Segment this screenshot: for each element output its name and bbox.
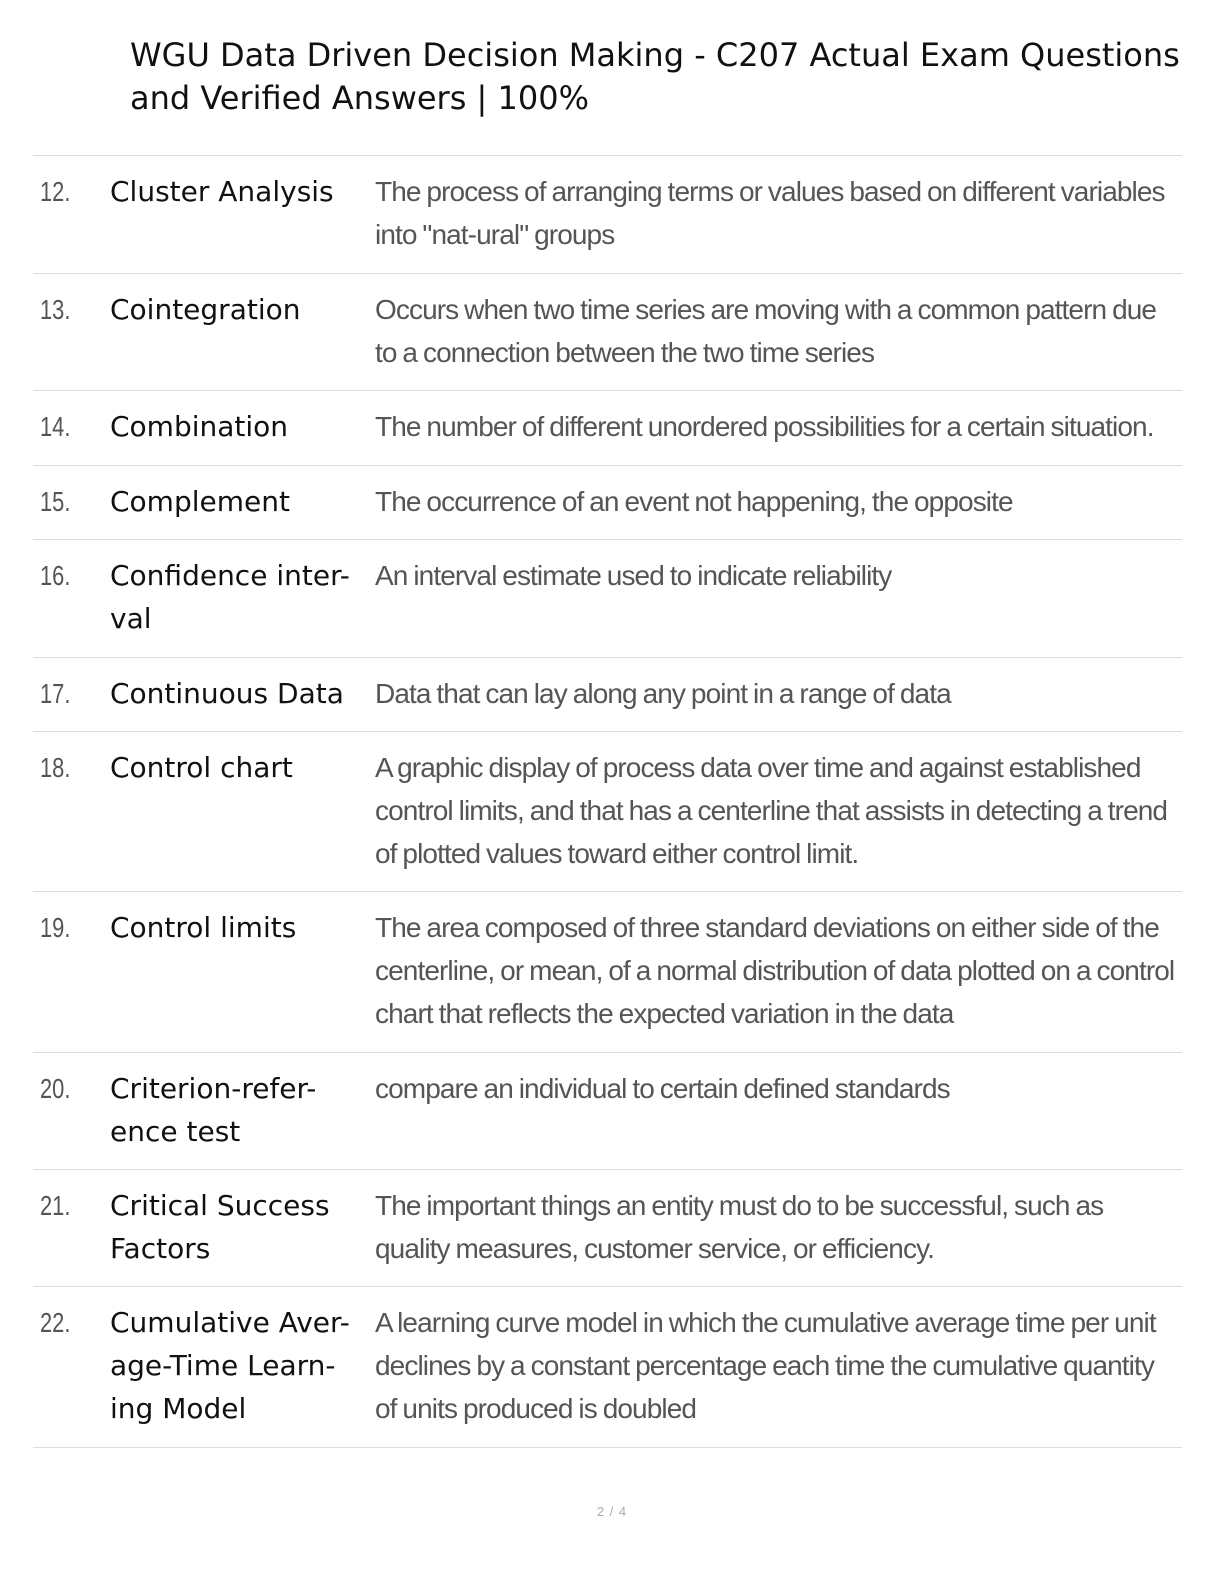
glossary-row: [33, 1287, 1182, 1448]
glossary-row: [33, 156, 1182, 274]
glossary-row: [33, 540, 1182, 658]
page-title: WGU Data Driven Decision Making - C207 Actual Exam Questions and Verified Answers | 100%: [130, 36, 1180, 117]
entry-number: 14.: [40, 411, 71, 442]
glossary-row: [33, 1170, 1182, 1287]
entry-term: Cumulative Aver-age-Time Learn-ing Model: [110, 1306, 350, 1425]
entry-number: 22.: [40, 1307, 71, 1338]
entry-definition: Occurs when two time series are moving with a common pattern due to a connection between the two time series: [375, 294, 1157, 368]
entry-number: 19.: [40, 912, 71, 943]
entry-number: 17.: [40, 678, 71, 709]
entry-term: Cluster Analysis: [110, 175, 334, 208]
entry-number: 20.: [40, 1073, 71, 1104]
entry-definition: The number of different unordered possibilities for a certain situation.: [375, 411, 1154, 442]
entry-definition: The important things an entity must do to be successful, such as quality measures, customer service, or efficiency.: [375, 1190, 1104, 1264]
entry-definition: A learning curve model in which the cumulative average time per unit declines by a constant percentage each time the cumulative quantity of units produced is doubled: [375, 1307, 1156, 1424]
glossary-row: [33, 466, 1182, 540]
entry-term: Continuous Data: [110, 677, 344, 710]
entry-definition: An interval estimate used to indicate reliability: [375, 560, 892, 591]
entry-number: 13.: [40, 294, 71, 325]
entry-term: Complement: [110, 485, 290, 518]
entry-definition: The process of arranging terms or values based on different variables into "nat-ural" groups: [375, 176, 1165, 250]
glossary-row: [33, 1053, 1182, 1170]
glossary-row: [33, 658, 1182, 732]
entry-number: 21.: [40, 1190, 71, 1221]
entry-term: Criterion-refer-ence test: [110, 1072, 317, 1148]
entry-number: 15.: [40, 486, 71, 517]
entry-term: Confidence inter-val: [110, 559, 350, 635]
entry-definition: The occurrence of an event not happening, the opposite: [375, 486, 1013, 517]
entry-term: Cointegration: [110, 293, 301, 326]
entry-definition: A graphic display of process data over time and against established control limits, and that has a centerline that assists in detecting a trend of plotted values toward either control limit.: [375, 752, 1168, 869]
entry-term: Critical Success Factors: [110, 1189, 330, 1265]
page-number: 2 / 4: [596, 1504, 628, 1519]
entry-term: Control chart: [110, 751, 293, 784]
glossary-table: [33, 155, 1182, 1448]
glossary-row: [33, 274, 1182, 391]
glossary-row: [33, 391, 1182, 466]
entry-number: 16.: [40, 560, 71, 591]
glossary-row: [33, 892, 1182, 1053]
entry-number: 12.: [40, 176, 71, 207]
glossary-row: [33, 732, 1182, 892]
entry-term: Control limits: [110, 911, 297, 944]
entry-definition: The area composed of three standard deviations on either side of the centerline, or mean, of a normal distribution of data plotted on a control chart that reflects the expected variation in the data: [375, 912, 1175, 1029]
entry-number: 18.: [40, 752, 71, 783]
entry-definition: Data that can lay along any point in a range of data: [375, 678, 951, 709]
entry-definition: compare an individual to certain defined standards: [375, 1073, 950, 1104]
entry-term: Combination: [110, 410, 289, 443]
